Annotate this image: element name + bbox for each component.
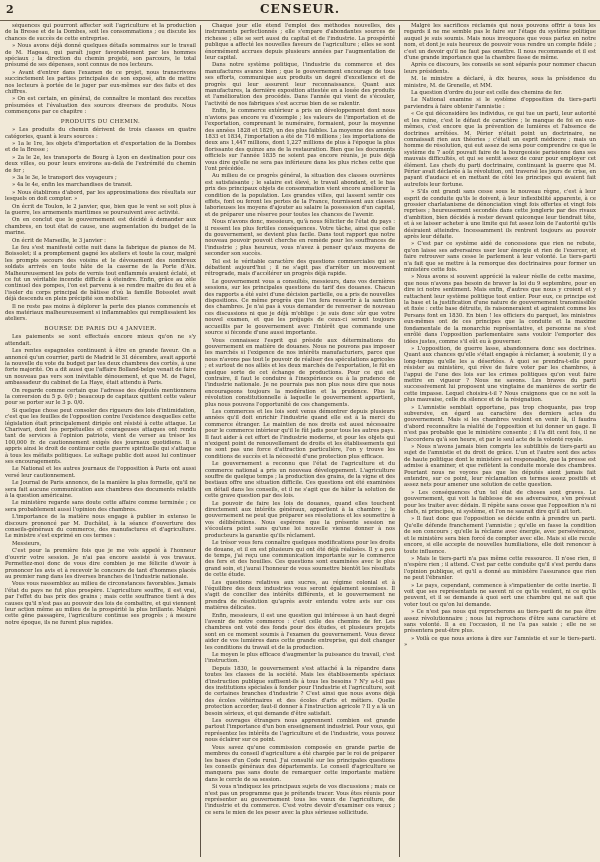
- article-paragraph: Dans notre système politique, l'industrie du commerce et des manufactures avance bien ; que le gouvernement encourage de tous ses efforts, communique aux produits un degré d'excellence et de progrès qui leur assurent leur reconnaissance. Quant aux manufactures, la dernière exposition attestée en a louée des produits et l'amélioration des procédés. Dans l'année qui vient de s'écouler, l'activité de nos fabriques s'est accrue bien de se ralentir.: [205, 62, 395, 107]
- column-rule: [399, 25, 400, 857]
- article-paragraph: Les questions relatives aux sucres, au régime colonial et à l'équilibre des deux industries vous seront également soumises. Il s'agit de concilier des intérêts différents, et le gouvernement ne prendra de résolution qu'après avoir entendu votre avis sur ces matières délicates.: [205, 579, 395, 612]
- article-paragraph: » 2a le 2e, les transports de Bourg à Lyon en destination pour ces deux villes, ou pour leurs environs au-delà de l'extrémité du chemin de fer ;: [5, 154, 196, 174]
- article-paragraph: » Il faut donc que l'opposition se décide enfin à prendre un parti. Qu'elle défende franchement l'amnistie ; qu'elle en fasse la condition de son concours ; qu'elle la réclame avec énergie, avec persévérance, et le ministère sera bien forcé de compter avec elle. Mais si elle recule encore, si elle accepte de nouvelles humiliations, elle doit renoncer à toute influence.: [404, 516, 596, 555]
- article-paragraph: » Nous n'avons jamais bien compris les subtilités de tiers-parti au sujet de l'amnistie et du droit de grâce. L'un et l'autre sont des actes de haute politique dont le ministère est responsable, que la presse est admise à examiner, et que reflètent la conduite morale des chambres. Pourtant nous ne voyons pas que les députés aient jamais fait entendre, sur ce point, leur réclamation en termes assez positifs et assez nets pour amener une solution de cette question.: [404, 444, 596, 489]
- article-paragraph: Si vous n'indiquez les principaux sujets de vos discussions ; mais ce n'est pas un programme que je prétends tracer. Vous êtes réunis pour représenter au gouvernement tous les vœux de l'agriculture, de l'industrie et du commerce. C'est votre devoir d'examiner ces vœux ; ce sera le mien de les peser avec la plus sérieuse sollicitude.: [205, 784, 395, 816]
- article-paragraph: » 3a le 3e, le transport des voyageurs ;: [12, 174, 117, 181]
- article-paragraph: On en conclut que le gouvernement est décidé à demander aux chambres, en tout état de cause, une augmentation du budget de la marine.: [5, 217, 196, 237]
- article-paragraph: Le National examine si le système d'opposition du tiers-parti parviendra à faire obtenir l'amnistie :: [404, 97, 596, 110]
- article-paragraph: On écrit de Toulon, le 2 janvier, que, bien que le vent se soit plus à la guerre, les armements maritimes se poursuivent avec activité.: [5, 203, 196, 216]
- article-columns: [0, 21, 600, 862]
- article-paragraph: » L'opposition, de guerre lasse, abandonnera donc ses doctrines. Quant aux chances qu'elle s'était engagée à réclamer, à soutenir, il y a long-temps qu'elle les a désertées. À quoi se prendra-t-elle pour résister au ministère, qui rêve de faire voter par les chambres, à l'appui de l'une des lois sur les crimes politiques qu'on veut faire mettre en vigueur ? Nous ne savons. Les braves du parti successivement lui proposent une vingtaine de manières de sortir de cette impasse. Lequel choisira-t-il ? Nous craignons que ce ne soit la plus mauvaise, celle du silence et de la résignation.: [404, 345, 596, 404]
- article-paragraph: On écrit de Marseille, le 3 janvier :: [12, 237, 106, 244]
- article-paragraph: Les rentes espagnoles continuent à être en grande faveur. On a annoncé qu'un courrier, parti de Madrid le 31 décembre, avait apporté la nouvelle du vote du budget par les deux chambres des cortès, à une forte majorité. On a dit aussi que l'affaire Bolland-belge venait de faire un nouveau pas vers son inévitable dénouement, et que M. de Fagel, ambassadeur du cabinet de La Haye, était attendu à Paris.: [5, 348, 196, 387]
- article-paragraph: Vous vous rassemblez au milieu de circonstances favorables. Jamais l'état du pays ne fut plus prospère. L'agriculture souffre, il est vrai, par l'effet du bas prix des grains ; mais cette souffrance tient à des causes qu'il n'est pas au pouvoir des lois de combattre, et qui viennent leur action même au milieu de la prospérité la plus brillante. Malgré cette gêne passagère, l'agriculture continue ses progrès ; à mesure notre époque, ils ne furent plus rapides.: [5, 581, 196, 626]
- article-paragraph: Les ouvrages étrangers nous apprennent combien est grande partout l'importance d'un bon enseignement industriel. Pour vous, qui représentez les intérêts de l'agriculture et de l'industrie, vous pouvez nous éclairer sur ce point.: [205, 718, 395, 744]
- article-paragraph: » Voilà ce que nous avions à dire sur l'amnistie et sur le tiers-parti. »: [404, 635, 596, 649]
- article-paragraph: Les paiements se sont effectués encore mieux qu'on ne s'y attendait.: [5, 334, 196, 347]
- article-paragraph: Depuis 1830, le gouvernement s'est attaché à la répandre dans toutes les classes de la société. Mais les établissements spéciaux d'instruction publique suffisent-ils à tous les besoins ? N'y a-t-il pas des institutions spéciales à fonder pour l'industrie et l'agriculture, soit de certaines branches d'industrie ? C'est ainsi que nous avons déjà des écoles vétérinaires et des écoles d'arts et métiers. Quelle protection accorder, faut-il donner à l'instruction agricole ? Il y a là un besoin sérieux, et qui demande d'être satisfait.: [205, 665, 395, 717]
- article-paragraph: séquences qui pourront affecter soit l'agriculture et la production de la Bresse et de la Dombes, soit les consommations ; ou discute les chances de succès de cette entreprise.: [5, 23, 196, 42]
- newspaper-title: CENSEUR.: [259, 2, 341, 16]
- column-left: [5, 23, 196, 859]
- article-paragraph: Le National et les autres journaux de l'opposition à Paris ont aussi versé leur cautionnement.: [5, 466, 196, 479]
- article-paragraph: C'est pour la première fois que je me vois appelé à l'honneur d'ouvrir votre session. Je n'ai pas encore assisté à vos travaux. Permettez-moi donc de vous dire combien je me félicite d'avoir à prononcer les avis et à recevoir le concours de tant d'hommes placés au premier rang dans les diverses branches de l'industrie nationale.: [5, 548, 196, 580]
- section-heading: PRODUITS DU CHEMIN.: [60, 118, 141, 125]
- article-paragraph: » Nous établirons d'abord, par les approximations des résultats sur lesquels on doit compter. »: [5, 189, 196, 203]
- article-paragraph: Le ministère regarde sans doute cette affaire comme terminée ; ce sera probablement aussi l'opinion des chambres.: [5, 500, 196, 513]
- article-paragraph: Le pouvoir de faire les lois de douanes, quand elles touchent directement aux intérêts généraux, appartient à la chambre ; le gouvernement ne peut que préparer ses résolutions et les soumettre à vos délibérations. Nous espérons que la présente session ne s'écoulera point sans qu'une loi nouvelle vienne donner à nos producteurs la garantie qu'ils réclament.: [205, 500, 395, 539]
- article-paragraph: Nous n'avons donc, messieurs, qu'à nous féliciter de l'état du pays : il ressent les plus fertiles conséquences. Votre tâche, ainsi que celle du gouvernement, se devient plus facile. Dans tout rapport que notre nouveau pouvoir pouvoit cherche en remède pour les souffrances de l'industrie ; plus heureux, vous n'avez à penser qu'aux moyens de seconder son succès.: [205, 219, 395, 258]
- article-paragraph: Il ne reste pas moins à déplorer la perte des pianos commencés et des matériaux malheureusement si inflammables qui remplissaient les ateliers.: [5, 303, 196, 323]
- page-number: 2: [6, 3, 14, 16]
- article-paragraph: Le gouvernement a reconnu que l'état de l'agriculture et du commerce national a pris un nouveau développement. L'agriculture souffre de quelque temps ; la production des grains, de la vigne et des bestiaux offre une situation difficile. Ces questions ont été examinées en détail dans les conseils, et il ne s'agit que de hâter la solution de cette grave question par des lois.: [205, 461, 395, 500]
- article-paragraph: Enfin, le commerce extérieur a pris un développement dont nous n'avions pas encore vu d'exemple ; les valeurs de l'importation et de l'exportation, comprenant le numéraire, formaient, pour la moyenne des années 1828 et 1829, un des plus faibles. La moyenne des années 1833 et 1834, l'importation a été de 716 millions ; les importations de deux ans 1,447 millions, dont 1,227 millions de plus à l'époque la plus florissante des quinze ans de la restauration. Bien que les documents officiels sur l'année 1835 ne soient pas encore réunis, je puis déjà vous dire qu'elle ne sera pas inférieure dans les plus riches cette que l'ont précédée.: [205, 108, 395, 172]
- article-paragraph: » 4a le 4e, enfin les marchandises de transit.: [12, 182, 133, 189]
- article-paragraph: » Les produits du chemin dérivent de trois classes en quatre catégories, quant à leurs sources :: [5, 127, 196, 140]
- article-paragraph: » Mais le tiers-parti n'a pas même cette ressource. Il n'ose rien, il n'espère rien ; il attend. C'est par cette conduite qu'il s'est perdu dans l'opinion publique, et qu'il a donné au ministère l'assurance que rien ne peut l'ébranler.: [404, 555, 596, 582]
- masthead: [0, 0, 600, 21]
- article-paragraph: Vous connaissez l'esprit qui préside aux déterminations du gouvernement en matière de douanes. Nous ne pouvons pas imposer les marchés si l'exigence de nos intérêts manufacturiers, parce que nous n'avons pas tout le pouvoir de réaliser des spéculations agricoles ; et surtout de nos alliés et les deux marchés de l'exportation, le fût en quelque sorte de cet échange de productions. Pour ce qui est contraire, il faut le conduire à l'inexpérience ou à la prudence de l'industrie nationale. Je ne pourrais pas non plus nous dire que nous encourageons toujours la modération et la prudence. Plus la révolution constitutionnelle à laquelle le gouvernement appartient, plus nous pouvons l'opportunité de ces changements.: [205, 337, 395, 408]
- column-right: [404, 23, 596, 859]
- article-paragraph: Enfin, messieurs, il est une question qui intéresse à un haut degré l'avenir de notre commerce : c'est celle des chemins de fer. Les chambres ont voté des fonds pour des études, et plusieurs projets sont en ce moment soumis à l'examen du gouvernement. Vous devez aider de vos lumières dans cette grande entreprise, qui doit changer les conditions du travail et de la production.: [205, 612, 395, 651]
- article-paragraph: » Nous avons si souvent apprécié la valeur réelle de cette maxime, que nous n'avons pas besoin de braver la loi du 9 septembre, pour en dire ici notre sentiment. Mais enfin, d'autres que nous y croient et y rattachent leur système politique tout entier. Pour eux, ce principe est la base et la justification d'une nature de gouvernement transmissible et fixée : cette base détruite, ils raisonneraient et agiraient comme les Persans font en 1830. En bien ! les officiers du parquet, les ministres eux-mêmes ont de ces principes que la conduite et la maxime fondamentale de la monarchie représentative, et personne ne s'est enrôlé dans l'opposition parlementaire sans vouloir l'emporter des idées justes, comme s'il eût eu à gouverner.: [404, 274, 596, 345]
- article-paragraph: On regarde comme certain que l'adresse des députés mentionnera la conversion du 5 p. 0/0 ; beaucoup de capitaux quittent cette valeur pour se porter sur le 3 p. 0/0.: [5, 387, 196, 407]
- article-paragraph: » Ce n'est pas nous qui reprocherons au tiers-parti de ne pas être assez révolutionnaire ; nous lui reprochons d'être sans caractère et sans volonté. Il a eu l'occasion, il ne l'a pas saisie ; elle ne se présentera peut-être plus.: [404, 609, 596, 635]
- column-rule: [200, 25, 201, 857]
- article-paragraph: » 1a le 1re, les objets d'importation et d'exportation de la Dombes et de la Bresse ;: [5, 140, 196, 154]
- article-paragraph: Tel est le véritable caractère des questions commerciales qui se débattent aujourd'hui ; il ne s'agit pas d'arrêter un mouvement rétrograde, mais d'accélérer un progrès déjà rapide.: [205, 258, 395, 278]
- article-paragraph: M. le ministre a déclaré, à dix heures, sous la présidence du ministre, M. de Grenelle, et MM.: [404, 76, 596, 89]
- article-paragraph: » Le pays, cependant, commence à s'impatienter de cette inertie. Il voit que ses représentants ne savent ni ce qu'ils veulent, ni ce qu'ils peuvent, et il se demande à quoi sert une chambre qui ne sait que voter tout ce qu'on lui demande.: [404, 582, 596, 608]
- article-paragraph: » Nous avons déjà donné quelques détails sommaires sur le travail de M. Hageau, qui paraît juger favorablement par les hommes spéciaux ; la direction du chemin projeté, son parcours, le total présumé de ses dépenses, sont connus de nos lecteurs.: [5, 43, 196, 69]
- article-paragraph: Vous savez qu'une commission composée en grande partie de membres du conseil d'agriculture a été chargée par le roi de préparer les bases d'un Code rural. J'ai consulté sur les principales questions les conseils généraux des départements. Le conseil d'agriculture se manquera pas sans doute de remarquer cette importante matière dans le cercle de sa session.: [205, 744, 395, 783]
- article-paragraph: » Les conséquences d'un tel état de choses sont graves. Le gouvernement, qui voit la faiblesse de ses adversaires, s'en prévaut pour les traiter avec dédain. Il répète sans cesse que l'opposition n'a ni chefs, ni principes, ni système, et l'on ne saurait dire qu'il ait tort.: [404, 489, 596, 516]
- article-paragraph: » On est certain, en général, de connaître le montant des recettes présumées et l'évaluation des sources diverses de produits. Nous commençons par ce chapitre :: [5, 96, 196, 116]
- article-paragraph: Le trésor vous fera connaître quelques modifications pour les droits de douane, et il en est plusieurs qui ont été déjà réalisées. Il y a peu de temps, j'ai reçu une communication importante sur le commerce des fers et des houilles. Ces questions sont examinées avec le plus grand soin, et j'aurai l'honneur de vous soumettre bientôt les résultats de cette étude.: [205, 540, 395, 579]
- article-paragraph: Le moyen le plus efficace d'augmenter la puissance du travail, c'est l'instruction.: [205, 652, 395, 665]
- article-paragraph: Après ce discours, les conseils se sont séparés pour nommer chacun leurs présidents.: [404, 62, 596, 75]
- article-paragraph: Le feu s'est manifesté cette nuit dans la fabrique de pianos de M. Boissolet; il a promptement gagné les ateliers et toute la cour, malgré les prompts secours des voisins et le dévouement des nombreux soldats arrivés en toute hâte de la caserne de la Porte d'Aix. Malheureusement les pots de vernis tout enflammés avaient éclaté, et ce fut un véritable incendie difficile à éteindre. Enfin, grâce au zèle continuel des pompes, l'on est parvenu à se rendre maître du feu et à l'isoler du corps principal de bâtisse d'où la famille Boissolet avait déjà descendu en plein précipité son mobilier.: [5, 245, 196, 303]
- article-paragraph: Le gouvernement vous a consultés, messieurs, dans vos dernières sessions, sur les principales questions du tarif des douanes. Chacun des rapports a été suivi d'une décision partielle, ou a pris de nouvelles dispositions. Ce même progrès que l'on fera ressortir à la sanction des chambres. Je n'ai pas à vous demander de renverser de nouveau ces discussions ni que je déjà m'oblige : je suis donc sûr que votre nouvel examen, et que les préjugés de ceux-ci seront toujours accueillis par le gouvernement avec l'intérêt que commande une source si féconde d'une aussi importante.: [205, 278, 395, 337]
- article-paragraph: Les commerces et les lois sont venus démontrer depuis plusieurs années qu'il doit enrichir l'industrie quand elle est à la merci du commerce étranger. Le maintien de nos droits est aussi nécessaire pour le commerce intérieur qu'il le fût jadis pour tous les autres pays. Il faut aider à cet effort de l'industrie moderne, et pour les objets qui n'exigent point de renouvellement de droits et les établissements qui ne sont pas une force d'attraction particulière, l'on y trouve les conditions de succès et la nécessité d'une protection plus efficace.: [205, 408, 395, 460]
- article-paragraph: L'importance de la matière nous engage à publier in extenso le discours prononcé par M. Duchâtel, à la séance d'ouverture des conseils-généraux du commerce, des manufactures et d'agriculture. Le ministre s'est exprimé en ces termes :: [5, 514, 196, 540]
- article-paragraph: Si quelque chose peut consoler des rigueurs des lois d'intimidation, c'est que les feuilles de l'opposition contre l'existence desquelles cette législation était principalement dirigée ont résisté à cette attaque. Le Charivari, dont les perpétuelles et courageuses attaques ont rendu tant de services à l'opinion patriote, vient de verser au trésor les 100,000 fr. de cautionnement exigés des journaux quotidiens. Il a appris ainsi le droit de continuer cette guerre spirituelle qui s'attaque à tous les méfaits politiques. Le sultage public doit aussi lui continuer ses encouragements.: [5, 407, 196, 465]
- article-paragraph: » S'ils ont grandi sans cesse sous le nouveau règne, c'est à leur esprit de conduite qu'ils le doivent, à leur inflexibilité apparente, à ce grossier charlatanisme de dénonciation vingt fois offertes et vingt fois reprises ; heureusement secondés dans cette jonglerie par des rivaux d'ambition, bien décidés à rester devant quiconque leur tiendrait tête, et à se laisser acheter à une limite qui fut assez loin de l'autorité qu'ils désiraient atteindre. Incessamment ils rentrent toujours au pouvoir après leur défaite.: [404, 189, 596, 240]
- article-paragraph: « Ce qui déconsidère les individus, ce qui tue un parti, leur autorité et les ruine, c'est le défaut de caractère ; le manque de foi en eux-mêmes, c'est encore que la prévention de lumières et l'absence de doctrines arrêtées. M. Périer n'était point un doctrinaire, ne connaissait rien aux théories ; c'était un esprit médiocre ; mais un homme de résolution, qui eut assez de sens pour comprendre ce que le système du 7 août pouvait faire de la bourgeoisie parisienne dans ses mauvais difficultés, et qui se sentit assez de cœur pour employer cet élément. Les chefs du parti doctrinaire, continuant la guerre que M. Périer avait déclarée à la révolution, ont traversé les jours de crise, en payant d'audace et en mettant de côté les principes qui avaient fait autrefois leur fortune.: [404, 111, 596, 188]
- article-paragraph: » Avant d'entrer dans l'examen de ce projet, nous transcrivons succinctement les parties principales de son exposé, afin de mettre nos lecteurs à portée de le juger par eux-mêmes sur des faits et des chiffres.: [5, 69, 196, 96]
- article-paragraph: Chaque jour elle étend l'emploi des méthodes nouvelles, des instruments perfectionnés ; elle s'empare d'abondantes sources de richesse ; elle se sert aussi du capital et de l'industrie. La prospérité publique a affecté les nouvelles faveurs de l'agriculture ; elles se sont énormément accrues depuis plusieurs années par l'augmentation de leur capital.: [205, 23, 395, 62]
- article-paragraph: Au milieu de ce progrès général, la situation des classes ouvrières est satisfaisante ; le salaire est élevé, le travail abondant, et le bas prix des principaux objets de consommation vient encore améliorer la condition de la population. Les grandes villes, qui lassent sentir ces effets, font ou feront les pertes de la France, fournissent aux classes laborieuses les moyens d'ajouter au salaire la possession d'un capital, et de préparer une réserve pour toutes les chances de l'avenir.: [205, 173, 395, 218]
- column-middle: [205, 23, 395, 859]
- article-paragraph: » C'est par ce système aidé de concessions que rien ne rebute, qu'on laisse ses adversaires user leur énergie et rien de l'exercer, et faire retrouver sans cesse le parlement à leur volonté. Le tiers-parti n'a fait que se mettre à la remorque des doctrinaires pour former un ministère cette fois.: [404, 241, 596, 274]
- article-paragraph: La question d'ordre du jour est celle des chemins de fer.: [411, 90, 563, 97]
- article-paragraph: Messieurs,: [12, 540, 42, 547]
- section-heading: BOURSE DE PARIS DU 4 JANVIER.: [44, 325, 157, 332]
- article-paragraph: » L'amnistie semblait opportune, pas trop choquante, pas trop subversive, en égard au caractère des derniers actes du gouvernement. Mais si les chambres veulent en venir là, il faudra d'abord reconnaître la réalité de l'opposition et lui donner un gage. Il n'est pas probable que le ministère consente ; il l'a dit cent fois, il ne l'accordera qu'à son heure, et par le seul acte de la volonté royale.: [404, 404, 596, 443]
- article-paragraph: Malgré les sacrifices réclamés qui nous pouvons offrir à tous les regards il ne me semble pas le faire sur l'étage du système politique auquel je suis soumis. Mais nous invoquons que vous parlez en notre nom, et dont je suis heureux de pouvoir vous rendre un compte fidèle ; c'est un devoir qu'il ne faut pas omettre. Il nous recommande et il est d'une grande importance que la chambre fasse de même.: [404, 23, 596, 62]
- article-paragraph: Le Journal de Paris annonce, de la manière la plus formelle, qu'il ne sera fait aucune communication aux chambres des documents relatifs à la question américaine.: [5, 480, 196, 500]
